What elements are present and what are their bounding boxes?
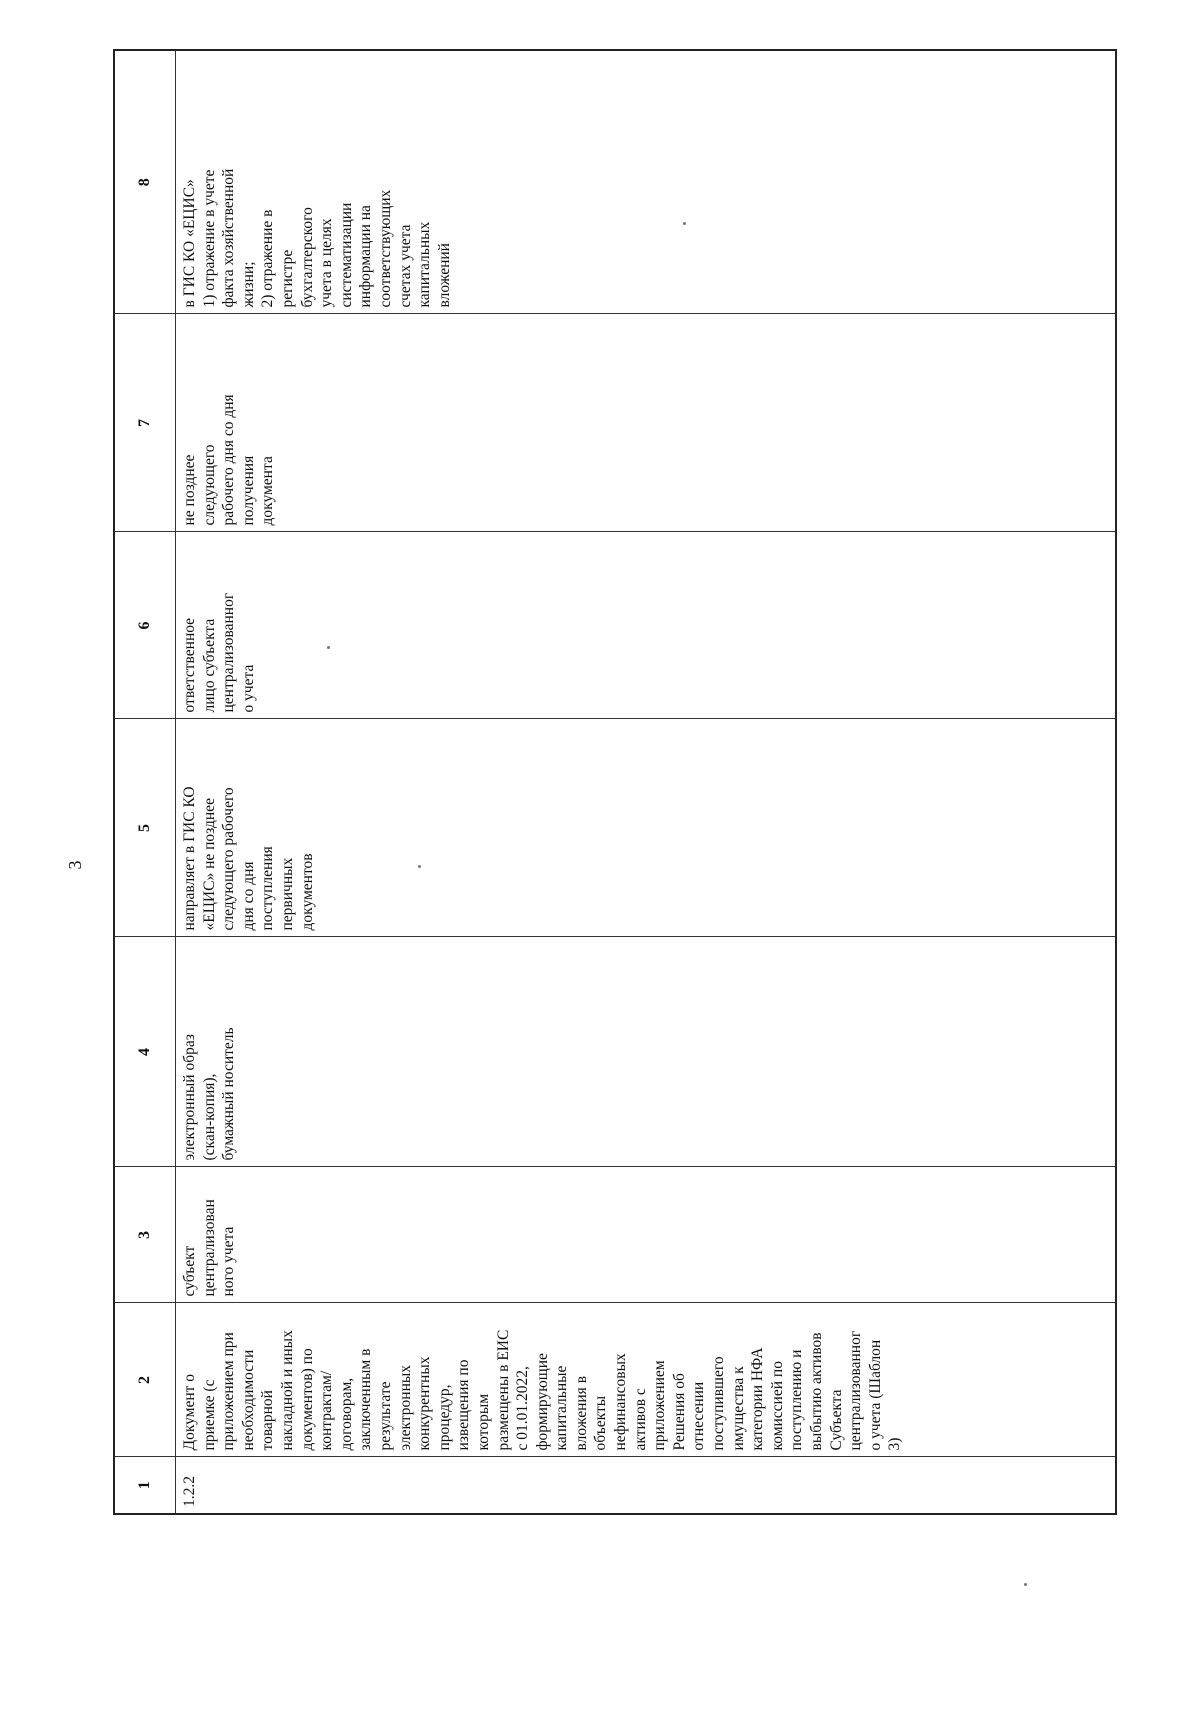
- cell-submission-deadline: [176, 719, 1117, 937]
- cell-responsible-person: [176, 532, 1117, 719]
- cell-text-line: договорам,: [337, 1377, 355, 1451]
- cell-text-line: централизованног: [847, 1330, 865, 1451]
- cell-text-line: электронных: [396, 1364, 414, 1451]
- cell-text-line: товарной: [259, 1390, 277, 1451]
- cell-text-line: учета в целях: [318, 218, 336, 308]
- cell-text-line: информации на: [357, 205, 375, 308]
- cell-text-line: необходимости: [239, 1349, 257, 1451]
- table-container: [113, 49, 1119, 1515]
- cell-text-line: выбытию активов: [808, 1332, 825, 1451]
- cell-text-line: процедур,: [435, 1384, 453, 1451]
- scan-speck: [327, 646, 330, 649]
- cell-text-line: поступившего: [710, 1356, 728, 1451]
- scan-speck: [418, 865, 421, 868]
- cell-text-line: отнесении: [690, 1381, 708, 1451]
- cell-text-line: размещены в ЕИС: [494, 1329, 512, 1451]
- cell-text-line: 1.2.2: [181, 1476, 198, 1507]
- cell-processing-deadline: [176, 314, 1117, 532]
- cell-text-line: имущества к: [729, 1366, 747, 1451]
- cell-text-line: заключенным в: [357, 1348, 375, 1451]
- cell-text-line: приемке (с: [200, 1379, 218, 1451]
- cell-text-line: капитальные: [553, 1365, 571, 1451]
- cell-text-line: с 01.01.2022,: [514, 1366, 532, 1451]
- cell-text-line: 1) отражение в учете: [200, 169, 218, 308]
- cell-text-line: конкурентных: [416, 1356, 434, 1451]
- column-header-8: 8: [114, 50, 176, 314]
- cell-text-line: (скан-копия),: [200, 1073, 218, 1161]
- cell-text-line: в ГИС КО «ЕЦИС»: [181, 179, 198, 308]
- cell-text-line: которым: [474, 1393, 492, 1451]
- cell-text-line: объекты: [592, 1395, 610, 1451]
- cell-text-line: документов) по: [298, 1348, 316, 1451]
- cell-text-line: следующего: [200, 444, 218, 526]
- cell-text-line: лицо субъекта: [200, 618, 218, 713]
- cell-text-line: субъект: [181, 1245, 198, 1297]
- cell-text-line: извещения по: [455, 1359, 473, 1451]
- column-header-6: 6: [114, 532, 176, 719]
- cell-document-name: [176, 1303, 1117, 1457]
- cell-item-number: [176, 1457, 1117, 1514]
- cell-text-line: регистре: [278, 249, 296, 308]
- cell-text-line: бумажный носитель: [220, 1027, 238, 1161]
- cell-text-line: централизован: [200, 1199, 218, 1297]
- column-header-4: 4: [114, 937, 176, 1167]
- page-number: 3: [65, 860, 85, 870]
- cell-text-line: о учета: [239, 664, 257, 713]
- cell-text-line: поступлению и: [788, 1349, 806, 1451]
- column-header-1: 1: [114, 1457, 176, 1514]
- cell-text-line: нефинансовых: [612, 1353, 630, 1451]
- cell-text-line: результате: [376, 1381, 394, 1451]
- cell-text-line: бухгалтерского: [298, 207, 316, 308]
- cell-text-line: направляет в ГИС КО: [181, 786, 198, 931]
- cell-text-line: поступления: [259, 846, 277, 931]
- cell-text-line: первичных: [278, 857, 296, 931]
- column-header-3: 3: [114, 1167, 176, 1303]
- cell-text-line: получения: [239, 455, 257, 526]
- cell-text-line: документов: [298, 853, 316, 931]
- cell-text-line: ответственное: [181, 617, 198, 713]
- cell-text-line: комиссией по: [768, 1361, 786, 1451]
- column-header-7: 7: [114, 314, 176, 532]
- scan-speck: [1024, 1583, 1027, 1586]
- cell-text-line: приложением: [651, 1360, 669, 1451]
- cell-text-line: рабочего дня со дня: [220, 394, 238, 526]
- cell-text-line: документа: [259, 456, 277, 526]
- cell-text-line: Субъекта: [827, 1389, 845, 1451]
- cell-text-line: о учета (Шаблон: [866, 1339, 884, 1451]
- cell-text-line: активов с: [631, 1388, 649, 1451]
- cell-text-line: накладной и иных: [278, 1330, 296, 1451]
- column-header-5: 5: [114, 719, 176, 937]
- cell-text-line: категории НФА: [749, 1347, 767, 1451]
- cell-text-line: следующего рабочего: [220, 787, 238, 931]
- cell-text-line: ного учета: [220, 1226, 238, 1297]
- cell-text-line: счетах учета: [396, 224, 414, 308]
- procedure-table: [113, 49, 1117, 1515]
- cell-text-line: факта хозяйственной: [220, 168, 238, 308]
- cell-text-line: систематизации: [337, 202, 355, 308]
- scan-speck: [683, 222, 686, 225]
- table-row: [176, 50, 1117, 1514]
- cell-text-line: «ЕЦИС» не позднее: [200, 798, 218, 931]
- column-header-2: 2: [114, 1303, 176, 1457]
- cell-text-line: дня со дня: [239, 861, 257, 931]
- cell-text-line: соответствующих: [376, 189, 394, 308]
- cell-text-line: Документ о: [181, 1373, 198, 1451]
- cell-text-line: 2) отражение в: [259, 209, 277, 308]
- cell-text-line: вложений: [435, 243, 453, 308]
- cell-text-line: жизни;: [239, 261, 257, 308]
- header-row: [114, 50, 176, 1514]
- cell-text-line: приложением при: [220, 1332, 238, 1451]
- cell-text-line: капитальных: [416, 221, 434, 308]
- cell-responsible-subject: [176, 1167, 1117, 1303]
- cell-text-line: Решения об: [670, 1373, 688, 1451]
- cell-accounting-actions: [176, 50, 1117, 314]
- cell-text-line: централизованног: [220, 592, 238, 713]
- cell-text-line: формирующие: [533, 1353, 551, 1451]
- cell-document-form: [176, 937, 1117, 1167]
- cell-text-line: контрактам/: [318, 1370, 336, 1451]
- cell-text-line: электронный образ: [181, 1034, 198, 1161]
- cell-text-line: 3): [886, 1437, 904, 1451]
- cell-text-line: не позднее: [181, 454, 198, 526]
- cell-text-line: вложения в: [572, 1375, 590, 1451]
